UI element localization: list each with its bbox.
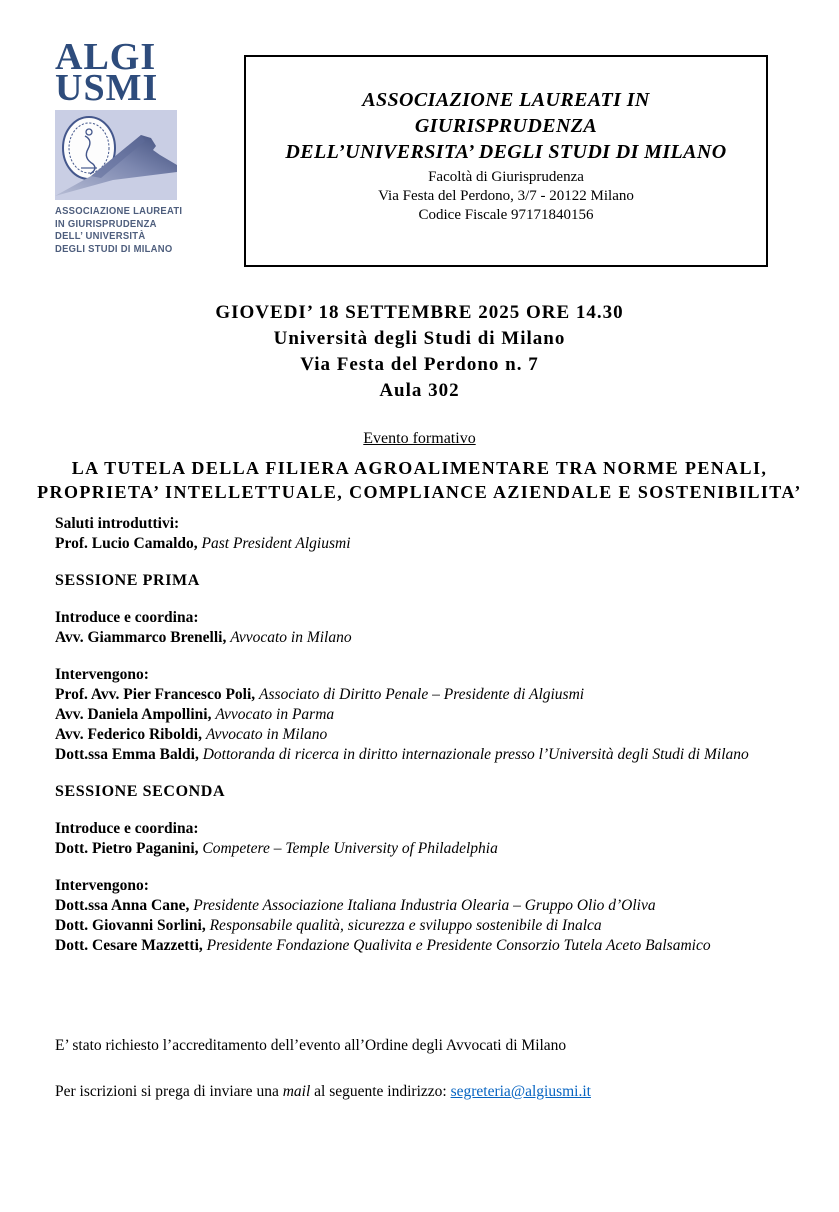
session1-speakers-block <box>55 665 800 765</box>
speaker-line <box>55 839 800 859</box>
program <box>55 514 800 973</box>
speaker-role: Avvocato in Milano <box>230 629 352 646</box>
intervengono-label: Intervengono: <box>55 666 149 683</box>
speaker-line <box>55 685 800 705</box>
logo-caption-line: ASSOCIAZIONE LAUREATI <box>55 205 183 217</box>
coordina-label: Introduce e coordina: <box>55 609 199 626</box>
event-address: Via Festa del Perdono n. 7 <box>300 354 539 375</box>
speaker-name: Prof. Lucio Camaldo, <box>55 535 198 552</box>
address-line: Via Festa del Perdono, 3/7 - 20122 Milano <box>378 188 634 204</box>
speaker-line <box>55 705 800 725</box>
event-datetime: GIOVEDI’ 18 SETTEMBRE 2025 ORE 14.30 <box>215 302 624 323</box>
speaker-role: Competere – Temple University of Philadelphia <box>202 840 498 857</box>
association-title-line2: GIURISPRUDENZA <box>414 115 598 137</box>
registration-prefix: Per iscrizioni si prega di inviare una <box>55 1083 279 1100</box>
speaker-role: Presidente Associazione Italiana Industria Olearia – Gruppo Olio d’Oliva <box>193 897 656 914</box>
association-title <box>246 87 766 165</box>
speaker-role: Past President Algiusmi <box>201 535 351 552</box>
intervengono-label: Intervengono: <box>55 877 149 894</box>
speaker-role: Avvocato in Milano <box>205 726 328 743</box>
speaker-line <box>55 936 800 956</box>
event-kind <box>0 429 839 449</box>
speaker-name: Dott. Pietro Paganini, <box>55 840 199 857</box>
letterhead-box <box>244 55 768 267</box>
association-title-line3: DELL’UNIVERSITA’ DEGLI STUDI DI MILANO <box>285 141 727 163</box>
logo-caption-line: DELL’ UNIVERSITÀ <box>55 230 146 242</box>
registration-suffix: al seguente indirizzo: <box>314 1083 447 1100</box>
logo-acronym-line1: ALGI <box>55 36 157 78</box>
session1-coordinator-block <box>55 608 800 648</box>
registration-mail-word: mail <box>282 1083 311 1100</box>
fiscal-code-line: Codice Fiscale 97171840156 <box>418 207 594 223</box>
event-title-line2: PROPRIETA’ INTELLETTUALE, COMPLIANCE AZIENDALE E SOSTENIBILITA’ <box>37 482 802 502</box>
footer <box>55 1036 800 1102</box>
speaker-line <box>55 725 800 745</box>
session2-heading: SESSIONE SECONDA <box>55 783 226 800</box>
speaker-name: Dott. Giovanni Sorlini, <box>55 917 206 934</box>
speaker-name: Prof. Avv. Pier Francesco Poli, <box>55 686 256 703</box>
logo-caption <box>55 205 183 255</box>
accreditation-note: E’ stato richiesto l’accreditamento dell’evento all’Ordine degli Avvocati di Milano <box>55 1037 567 1054</box>
speaker-line <box>55 896 800 916</box>
speaker-name: Dott.ssa Anna Cane, <box>55 897 190 914</box>
logo-caption-line: DEGLI STUDI DI MILANO <box>55 242 173 255</box>
session1-heading: SESSIONE PRIMA <box>55 572 200 589</box>
session2-speakers-block <box>55 876 800 956</box>
speaker-role: Associato di Diritto Penale – Presidente di Algiusmi <box>259 686 585 703</box>
intro-block <box>55 514 800 554</box>
speaker-name: Avv. Federico Riboldi, <box>55 726 202 743</box>
speaker-name: Dott. Cesare Mazzetti, <box>55 937 203 954</box>
faculty-line: Facoltà di Giurisprudenza <box>428 169 584 185</box>
speaker-line <box>55 916 800 936</box>
association-details <box>246 168 766 225</box>
event-venue: Università degli Studi di Milano <box>273 328 566 349</box>
logo-acronym <box>55 36 179 109</box>
event-kind-text: Evento formativo <box>363 430 476 447</box>
logo-caption-line: IN GIURISPRUDENZA <box>55 217 157 230</box>
event-title <box>0 456 839 504</box>
speaker-line <box>55 745 800 765</box>
association-title-line1: ASSOCIAZIONE LAUREATI IN <box>362 89 650 111</box>
speaker-name: Dott.ssa Emma Baldi, <box>55 746 199 763</box>
speaker-line <box>55 628 800 648</box>
speaker-role: Dottoranda di ricerca in diritto internazionale presso l’Università degli Studi di Milano <box>202 746 749 763</box>
algiusmi-emblem-icon <box>55 110 177 200</box>
session2-coordinator-block <box>55 819 800 859</box>
speaker-name: Avv. Daniela Ampollini, <box>55 706 212 723</box>
speaker-name: Avv. Giammarco Brenelli, <box>55 629 227 646</box>
speaker-line <box>55 534 800 554</box>
logo-acronym-line2: USMI <box>55 67 159 109</box>
speaker-role: Presidente Fondazione Qualivita e Presidente Consorzio Tutela Aceto Balsamico <box>206 937 711 954</box>
algiusmi-logo <box>55 36 183 255</box>
event-room: Aula 302 <box>379 380 460 401</box>
email-link[interactable]: segreteria@algiusmi.it <box>450 1083 591 1100</box>
saluti-label: Saluti introduttivi: <box>55 515 180 532</box>
event-title-line1: LA TUTELA DELLA FILIERA AGROALIMENTARE TRA NORME PENALI, <box>71 458 768 478</box>
speaker-role: Responsabile qualità, sicurezza e sviluppo sostenibile di Inalca <box>209 917 602 934</box>
coordina-label: Introduce e coordina: <box>55 820 199 837</box>
registration-note <box>55 1082 800 1102</box>
event-header <box>0 300 839 404</box>
speaker-role: Avvocato in Parma <box>215 706 335 723</box>
